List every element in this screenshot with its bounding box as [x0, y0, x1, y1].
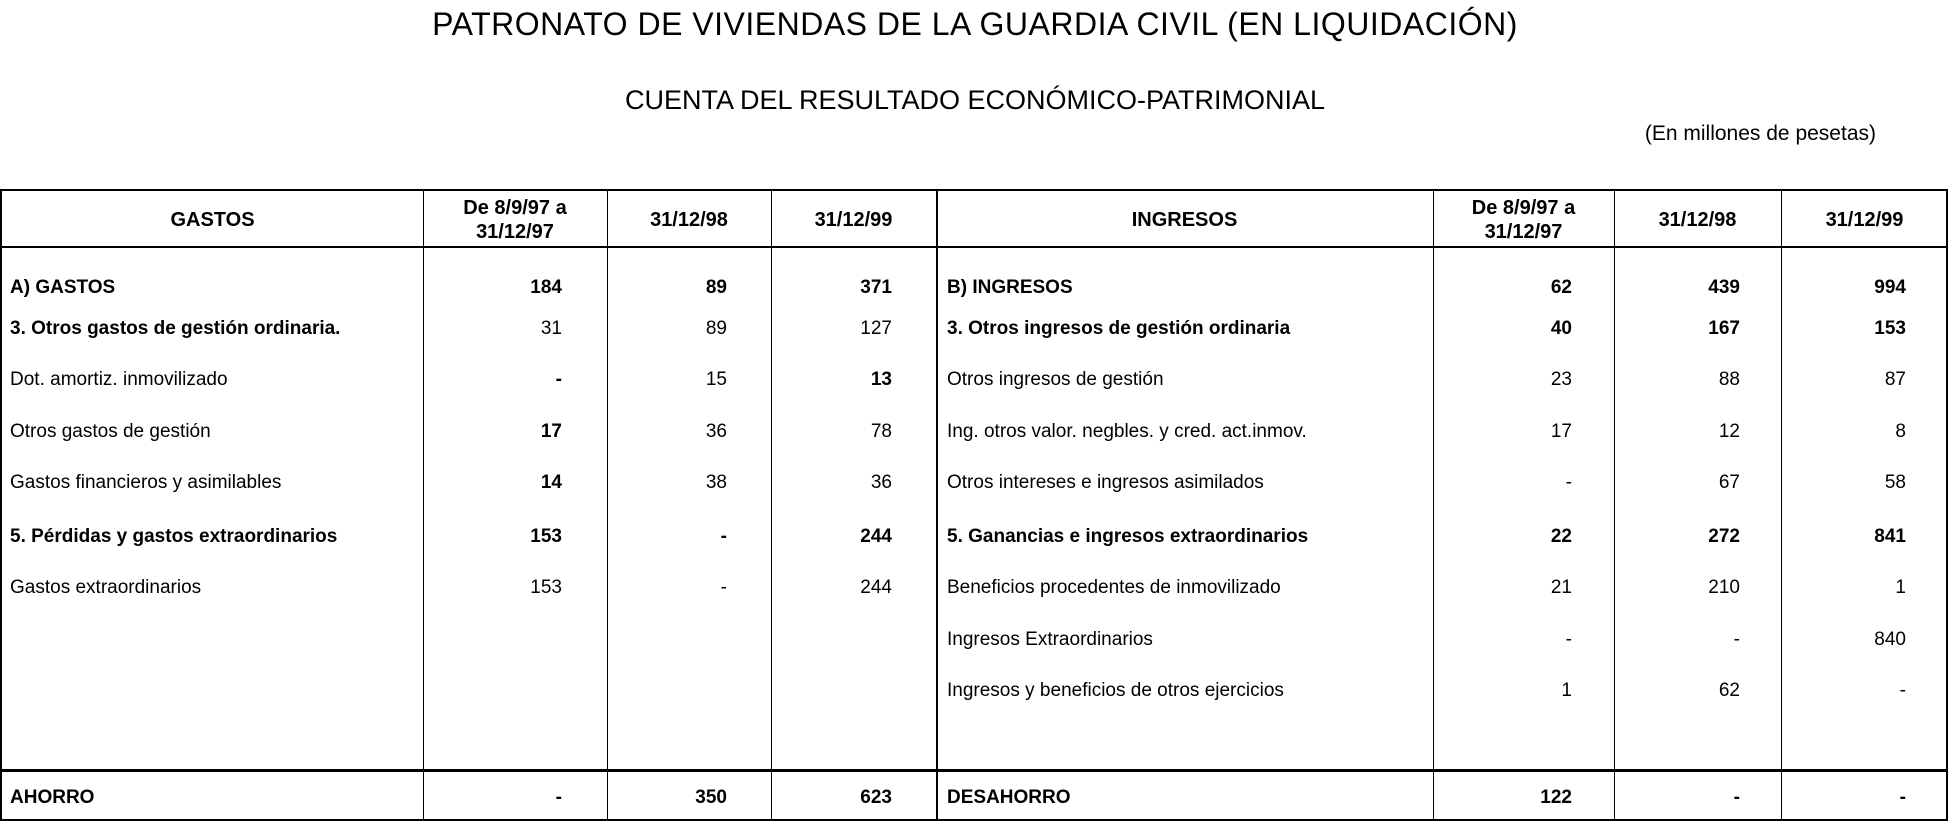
results-table [0, 189, 1948, 821]
gastos-row-value: 31 [540, 318, 562, 339]
gastos-row-value: 244 [860, 526, 892, 547]
gastos-row-value: 15 [705, 369, 727, 390]
gastos-row-value: - [555, 369, 562, 390]
units-note: (En millones de pesetas) [1644, 122, 1876, 145]
ingresos-row-label: B) INGRESOS [947, 277, 1073, 298]
ingresos-row-value: 8 [1895, 421, 1906, 442]
column-divider [1614, 191, 1615, 819]
ingresos-row-label: 3. Otros ingresos de gestión ordinaria [947, 318, 1291, 339]
column-divider [423, 191, 424, 819]
column-divider [936, 191, 938, 819]
ingresos-row-value: - [1565, 629, 1572, 650]
ingresos-row-value: 21 [1550, 577, 1572, 598]
desahorro-value: - [1899, 787, 1906, 808]
ingresos-row-value: 22 [1550, 526, 1572, 547]
gastos-row-label: Otros gastos de gestión [10, 421, 211, 442]
header-ingresos: INGRESOS [1131, 209, 1238, 231]
ingresos-row-label: Ing. otros valor. negbles. y cred. act.inmov. [947, 421, 1307, 442]
ingresos-row-value: 1 [1895, 577, 1906, 598]
header-line: De 8/9/97 a [463, 197, 567, 219]
desahorro-value: 122 [1540, 787, 1572, 808]
ahorro-value: 623 [860, 787, 892, 808]
gastos-row-value: 89 [705, 318, 727, 339]
ingresos-row-value: 58 [1884, 472, 1906, 493]
gastos-row-label: 3. Otros gastos de gestión ordinaria. [10, 318, 341, 339]
ingresos-row-value: 1 [1561, 680, 1572, 701]
ingresos-row-value: 62 [1718, 680, 1740, 701]
gastos-row-label: 5. Pérdidas y gastos extraordinarios [10, 526, 338, 547]
header-period3-gastos: 31/12/99 [814, 209, 893, 231]
header-gastos: GASTOS [170, 209, 255, 231]
gastos-row-label: Gastos extraordinarios [10, 577, 202, 598]
gastos-row-value: 78 [870, 421, 892, 442]
ingresos-row-value: 272 [1708, 526, 1740, 547]
ingresos-row-value: 153 [1874, 318, 1906, 339]
ingresos-row-label: Otros ingresos de gestión [947, 369, 1164, 390]
desahorro-value: - [1733, 787, 1740, 808]
ingresos-row-value: 12 [1718, 421, 1740, 442]
gastos-row-value: 13 [870, 369, 892, 390]
gastos-row-value: 153 [530, 577, 562, 598]
column-divider [1781, 191, 1782, 819]
gastos-row-value: 17 [540, 421, 562, 442]
ingresos-row-value: 840 [1874, 629, 1906, 650]
gastos-row-value: 153 [530, 526, 562, 547]
ahorro-value: - [555, 787, 562, 808]
column-divider [1433, 191, 1434, 819]
ingresos-row-value: 62 [1550, 277, 1572, 298]
gastos-row-label: Gastos financieros y asimilables [10, 472, 282, 493]
gastos-row-value: 89 [705, 277, 727, 298]
gastos-row-value: 36 [705, 421, 727, 442]
ahorro-value: 350 [695, 787, 727, 808]
ingresos-row-value: - [1899, 680, 1906, 701]
header-line: De 8/9/97 a [1471, 197, 1576, 219]
header-period1-gastos [423, 196, 607, 244]
ingresos-row-label: Beneficios procedentes de inmovilizado [947, 577, 1281, 598]
ingresos-row-value: 40 [1550, 318, 1572, 339]
ingresos-row-value: 67 [1718, 472, 1740, 493]
column-divider [607, 191, 608, 819]
ingresos-row-value: 210 [1708, 577, 1740, 598]
ingresos-row-value: 17 [1550, 421, 1572, 442]
gastos-row-value: 36 [870, 472, 892, 493]
gastos-row-value: - [720, 526, 727, 547]
gastos-row-value: 127 [860, 318, 892, 339]
ingresos-row-value: - [1565, 472, 1572, 493]
column-divider [771, 191, 772, 819]
report-title: PATRONATO DE VIVIENDAS DE LA GUARDIA CIVIL (EN LIQUIDACIÓN) [432, 6, 1518, 42]
ingresos-row-value: 23 [1550, 369, 1572, 390]
header-period2-gastos: 31/12/98 [650, 209, 728, 231]
footer-divider [2, 769, 1946, 772]
ingresos-row-label: Ingresos Extraordinarios [947, 629, 1153, 650]
ahorro-label: AHORRO [10, 787, 95, 808]
header-divider [2, 246, 1946, 248]
gastos-row-value: 371 [860, 277, 892, 298]
ingresos-row-label: Otros intereses e ingresos asimilados [947, 472, 1264, 493]
gastos-row-value: 14 [540, 472, 562, 493]
header-line: 31/12/97 [476, 221, 554, 243]
ingresos-row-label: Ingresos y beneficios de otros ejercicios [947, 680, 1284, 701]
ingresos-row-label: 5. Ganancias e ingresos extraordinarios [947, 526, 1309, 547]
gastos-row-label: Dot. amortiz. inmovilizado [10, 369, 228, 390]
ingresos-row-value: 841 [1874, 526, 1906, 547]
gastos-row-value: 184 [530, 277, 562, 298]
ingresos-row-value: 87 [1884, 369, 1906, 390]
ingresos-row-value: 88 [1718, 369, 1740, 390]
ingresos-row-value: 167 [1708, 318, 1740, 339]
ingresos-row-value: 994 [1874, 277, 1906, 298]
desahorro-label: DESAHORRO [947, 787, 1071, 808]
gastos-row-value: 38 [705, 472, 727, 493]
header-period1-ingresos [1433, 196, 1614, 244]
ingresos-row-value: 439 [1708, 277, 1740, 298]
header-line: 31/12/97 [1484, 221, 1563, 243]
ingresos-row-value: - [1733, 629, 1740, 650]
gastos-row-label: A) GASTOS [10, 277, 116, 298]
header-period2-ingresos: 31/12/98 [1658, 209, 1737, 231]
gastos-row-value: - [720, 577, 727, 598]
header-period3-ingresos: 31/12/99 [1825, 209, 1904, 231]
gastos-row-value: 244 [860, 577, 892, 598]
report-subtitle: CUENTA DEL RESULTADO ECONÓMICO-PATRIMONIAL [624, 85, 1326, 115]
